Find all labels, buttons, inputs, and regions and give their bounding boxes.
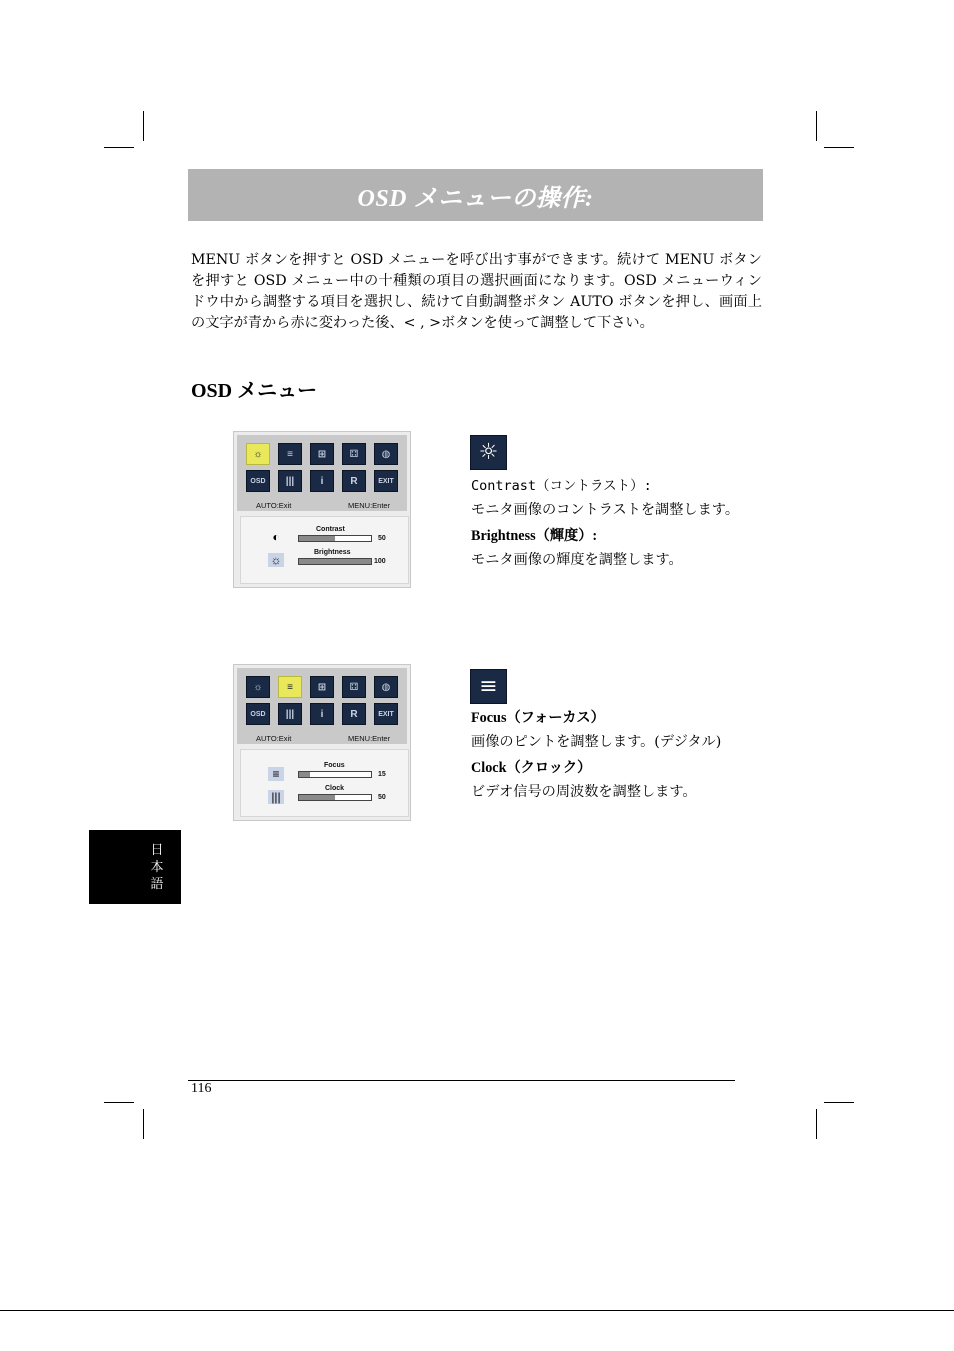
crop-mark	[824, 147, 854, 148]
page-number: 116	[191, 1081, 212, 1096]
crop-mark	[824, 1102, 854, 1103]
contrast-icon: ◐	[272, 530, 280, 544]
barcode-icon: |||	[278, 703, 302, 725]
info-icon: i	[310, 703, 334, 725]
page-edge-rule	[0, 1310, 954, 1311]
brightness-icon: ☼	[246, 443, 270, 465]
osd-slider-panel	[240, 749, 409, 817]
focus-text: 画像のピントを調整します。(デジタル)	[471, 734, 722, 750]
osd-hint-menu: MENU:Enter	[348, 734, 391, 743]
osd-settings-icon: OSD	[246, 703, 270, 725]
color-icon: ⚃	[342, 676, 366, 698]
color-icon: ⚃	[342, 443, 366, 465]
clock-small-icon: |||	[268, 790, 284, 804]
slider-fill	[299, 795, 335, 800]
position-icon: ⊞	[310, 676, 334, 698]
slider-value: 15	[378, 771, 386, 778]
osd-slider-panel	[240, 516, 409, 584]
slider-value: 50	[378, 535, 386, 542]
crop-mark	[143, 1109, 144, 1139]
crop-mark	[143, 111, 144, 141]
focus-heading: Focus（フォーカス）	[471, 710, 605, 726]
crop-mark	[816, 111, 817, 141]
reset-icon: R	[342, 703, 366, 725]
reset-icon: R	[342, 470, 366, 492]
crop-mark	[104, 1102, 134, 1103]
focus-icon: ≡	[278, 443, 302, 465]
brightness-heading: Brightness（輝度）:	[471, 528, 598, 544]
brightness-small-icon: ☼	[268, 553, 284, 567]
osd-icon-grid	[237, 668, 407, 744]
page-title: OSD メニューの操作:	[357, 185, 594, 212]
contrast-text: モニタ画像のコントラストを調整します。	[471, 502, 740, 518]
crop-mark	[816, 1109, 817, 1139]
clock-text: ビデオ信号の周波数を調整します。	[471, 784, 697, 800]
osd-hint-auto: AUTO:Exit	[256, 734, 292, 743]
osd-icon-grid	[237, 435, 407, 511]
slider-label: Focus	[324, 762, 345, 769]
header-bar	[188, 169, 763, 221]
brightness-text: モニタ画像の輝度を調整します。	[471, 552, 683, 568]
osd-hint-menu: MENU:Enter	[348, 501, 391, 510]
osd-settings-icon: OSD	[246, 470, 270, 492]
focus-icon: ≡	[278, 676, 302, 698]
slider-track	[298, 771, 372, 778]
slider-value: 100	[374, 558, 386, 565]
osd-screenshot-contrast	[233, 431, 411, 588]
exit-icon: EXIT	[374, 470, 398, 492]
brightness-large-icon: ☼	[470, 435, 507, 470]
section-title: OSD メニュー	[191, 380, 318, 402]
contrast-heading: Contrast（コントラスト）:	[471, 478, 652, 494]
crop-mark	[104, 147, 134, 148]
slider-track	[298, 535, 372, 542]
footer-rule	[188, 1080, 735, 1081]
osd-hint-auto: AUTO:Exit	[256, 501, 292, 510]
slider-label: Brightness	[314, 549, 351, 556]
slider-fill	[299, 559, 371, 564]
barcode-icon: |||	[278, 470, 302, 492]
slider-label: Clock	[325, 785, 345, 792]
language-tab-label: 日本語	[150, 843, 164, 892]
focus-large-icon: ≡	[470, 669, 507, 704]
slider-track	[298, 558, 372, 565]
info-icon: i	[310, 470, 334, 492]
focus-small-icon: ≡	[268, 767, 284, 781]
contrast-description	[471, 476, 761, 571]
slider-fill	[299, 772, 310, 777]
language-icon: ◍	[374, 443, 398, 465]
position-icon: ⊞	[310, 443, 334, 465]
focus-description	[471, 708, 761, 803]
clock-heading: Clock（クロック）	[471, 760, 592, 776]
osd-screenshot-focus	[233, 664, 411, 821]
slider-track	[298, 794, 372, 801]
brightness-icon: ☼	[246, 676, 270, 698]
slider-label: Contrast	[316, 526, 345, 533]
language-tab	[89, 830, 181, 904]
language-icon: ◍	[374, 676, 398, 698]
exit-icon: EXIT	[374, 703, 398, 725]
intro-paragraph: MENU ボタンを押すと OSD メニューを呼び出す事ができます。続けて MENU ボタンを押すと OSD メニュー中の十種類の項目の選択画面になります。OSD メニューウィンドウ中から調整する項目を選択し、続けて自動調整ボタン AUTO ボタンを押し、画面上の文字が青から赤に変わった後、< , >ボタンを使って調整して下さい。	[191, 252, 762, 331]
slider-fill	[299, 536, 335, 541]
slider-value: 50	[378, 794, 386, 801]
